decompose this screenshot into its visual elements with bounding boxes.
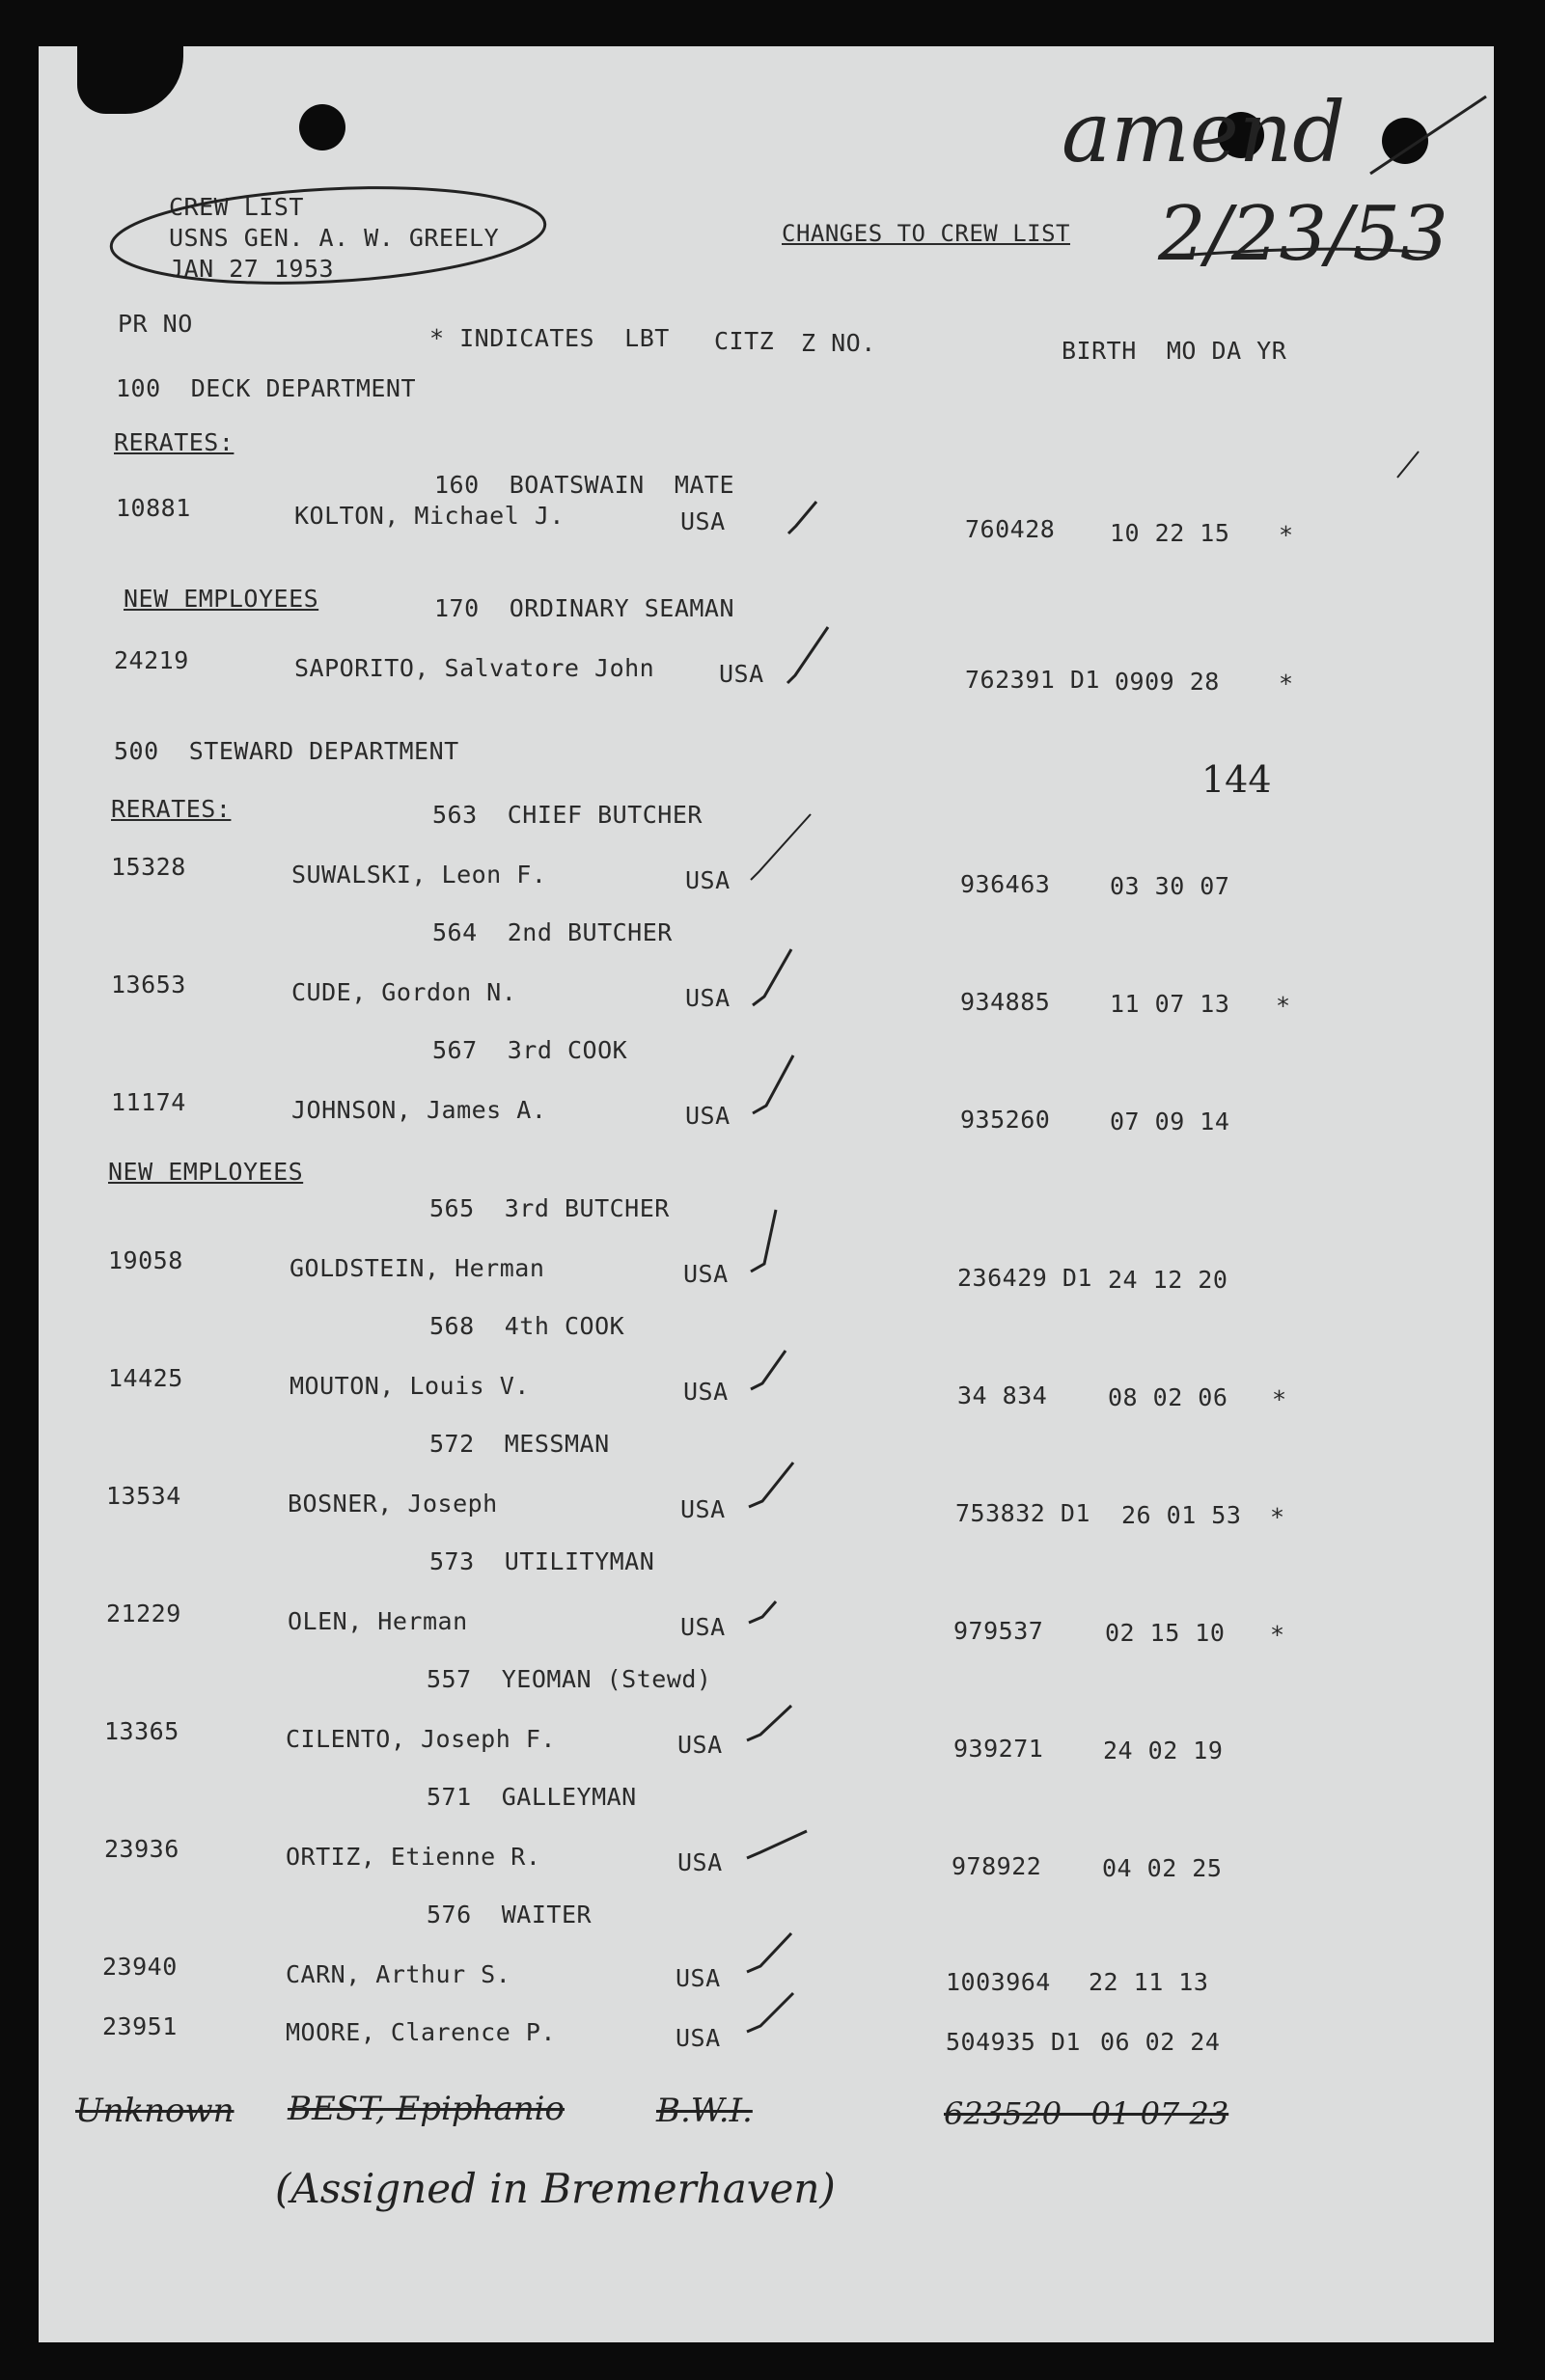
section-new-employees: NEW EMPLOYEES	[124, 585, 319, 613]
birth-date: 24 12 20	[1108, 1266, 1228, 1294]
citizenship: USA	[685, 984, 731, 1012]
z-number: 236429 D1	[957, 1264, 1092, 1292]
header-z-no: Z NO.	[801, 329, 876, 357]
pr-number: 23940	[102, 1953, 178, 1981]
birth-date: 08 02 06	[1108, 1383, 1228, 1411]
check-mark	[747, 1933, 791, 1972]
section-deck-department: 100 DECK DEPARTMENT	[116, 374, 417, 402]
birth-date: 02 15 10	[1105, 1619, 1226, 1647]
position-label: 572 MESSMAN	[429, 1430, 610, 1458]
citizenship: USA	[676, 1964, 721, 1992]
citizenship: USA	[677, 1848, 723, 1876]
margin-tick	[1397, 451, 1419, 478]
lbt-indicator: *	[1270, 1621, 1285, 1649]
position-label: 170 ORDINARY SEAMAN	[434, 594, 735, 622]
crew-list-line-1: CREW LIST	[169, 193, 304, 221]
z-number: 753832 D1	[955, 1499, 1090, 1527]
pr-number: 14425	[108, 1364, 183, 1392]
pr-number: 11174	[111, 1088, 186, 1116]
pr-number: 19058	[108, 1246, 183, 1274]
handwritten-note: (Assigned in Bremerhaven)	[275, 2165, 836, 2212]
crew-name: BOSNER, Joseph	[288, 1490, 498, 1518]
z-number: 34 834	[957, 1381, 1048, 1409]
handwritten-amend: amend	[1062, 85, 1346, 181]
check-mark	[753, 1055, 793, 1113]
crossed-out-z-number: 623520 01 07 23	[944, 2095, 1229, 2132]
crew-name: SUWALSKI, Leon F.	[291, 861, 547, 889]
birth-date: 24 02 19	[1103, 1737, 1224, 1764]
citizenship: USA	[685, 1102, 731, 1130]
section-rerates: RERATES:	[114, 428, 235, 456]
position-label: 565 3rd BUTCHER	[429, 1194, 670, 1222]
pr-number: 13534	[106, 1482, 181, 1510]
crew-list-line-3: JAN 27 1953	[169, 255, 335, 283]
citizenship: USA	[719, 660, 764, 688]
crew-name: CILENTO, Joseph F.	[286, 1725, 556, 1753]
position-label: 160 BOATSWAIN MATE	[434, 471, 735, 499]
pr-number: 23951	[102, 2012, 178, 2040]
position-label: 564 2nd BUTCHER	[432, 918, 673, 946]
z-number: 936463	[960, 870, 1051, 898]
crew-name: KOLTON, Michael J.	[294, 502, 565, 530]
lbt-indicator: *	[1279, 521, 1294, 549]
lbt-indicator: *	[1272, 1385, 1287, 1413]
citizenship: USA	[683, 1378, 729, 1406]
citizenship: USA	[680, 1613, 726, 1641]
birth-date: 10 22 15	[1110, 519, 1230, 547]
check-mark	[747, 1993, 793, 2032]
crew-name: MOORE, Clarence P.	[286, 2018, 556, 2046]
z-number: 935260	[960, 1106, 1051, 1134]
crossed-out-citz: B.W.I.	[656, 2092, 753, 2130]
pr-number: 13653	[111, 971, 186, 999]
check-mark	[753, 949, 791, 1005]
header-citz: CITZ	[714, 327, 775, 355]
check-mark	[749, 1463, 793, 1507]
header-indicates: * INDICATES LBT	[429, 324, 670, 352]
z-number: 939271	[953, 1735, 1044, 1763]
header-birth: BIRTH MO DA YR	[1062, 337, 1287, 365]
crossed-out-unknown: Unknown	[75, 2092, 235, 2130]
crew-name: MOUTON, Louis V.	[290, 1372, 530, 1400]
pr-number: 15328	[111, 853, 186, 881]
crew-list-oval	[109, 178, 547, 292]
pr-number: 24219	[114, 646, 189, 674]
birth-date: 11 07 13	[1110, 990, 1230, 1018]
birth-date: 06 02 24	[1100, 2028, 1221, 2056]
top-right-tick	[1370, 96, 1486, 174]
position-label: 563 CHIEF BUTCHER	[432, 801, 703, 829]
check-mark	[751, 1351, 786, 1389]
section-new-employees: NEW EMPLOYEES	[108, 1158, 304, 1186]
z-number: 1003964	[946, 1968, 1051, 1996]
crew-name: CUDE, Gordon N.	[291, 978, 517, 1006]
pen-marks	[39, 46, 1494, 2342]
citizenship: USA	[677, 1731, 723, 1759]
pr-number: 10881	[116, 494, 191, 522]
citizenship: USA	[685, 866, 731, 894]
check-mark	[747, 1706, 791, 1740]
check-mark	[751, 1210, 776, 1272]
crew-name: CARN, Arthur S.	[286, 1960, 511, 1988]
crossed-out-name: BEST, Epiphanio	[288, 2090, 566, 2128]
birth-date: 22 11 13	[1089, 1968, 1209, 1996]
position-label: 576 WAITER	[427, 1901, 593, 1929]
section-rerates: RERATES:	[111, 795, 232, 823]
section-steward-department: 500 STEWARD DEPARTMENT	[114, 737, 459, 765]
handwritten-page-number: 144	[1201, 758, 1272, 801]
citizenship: USA	[676, 2024, 721, 2052]
z-number: 760428	[965, 515, 1056, 543]
lbt-indicator: *	[1270, 1503, 1285, 1531]
birth-date: 0909 28	[1115, 668, 1220, 696]
citizenship: USA	[680, 507, 726, 535]
position-label: 573 UTILITYMAN	[429, 1547, 655, 1575]
check-mark	[788, 502, 816, 533]
pr-number: 23936	[104, 1835, 179, 1863]
z-number: 504935 D1	[946, 2028, 1081, 2056]
birth-date: 04 02 25	[1102, 1854, 1223, 1882]
date-underline	[1163, 249, 1433, 257]
crew-name: GOLDSTEIN, Herman	[290, 1254, 545, 1282]
citizenship: USA	[680, 1495, 726, 1523]
pr-number: 21229	[106, 1600, 181, 1628]
crew-name: OLEN, Herman	[288, 1607, 468, 1635]
handwritten-date: 2/23/53	[1158, 191, 1448, 278]
check-mark	[751, 814, 811, 880]
crew-name: JOHNSON, James A.	[291, 1096, 547, 1124]
document-title: CHANGES TO CREW LIST	[782, 220, 1070, 247]
check-mark	[747, 1831, 807, 1858]
check-mark	[749, 1601, 776, 1623]
birth-date: 26 01 53	[1121, 1501, 1242, 1529]
birth-date: 03 30 07	[1110, 872, 1230, 900]
crew-name: ORTIZ, Etienne R.	[286, 1843, 541, 1871]
lbt-indicator: *	[1279, 670, 1294, 698]
position-label: 557 YEOMAN (Stewd)	[427, 1665, 712, 1693]
position-label: 567 3rd COOK	[432, 1036, 628, 1064]
crew-list-line-2: USNS GEN. A. W. GREELY	[169, 224, 500, 252]
citizenship: USA	[683, 1260, 729, 1288]
z-number: 979537	[953, 1617, 1044, 1645]
birth-date: 07 09 14	[1110, 1108, 1230, 1135]
lbt-indicator: *	[1276, 992, 1291, 1020]
document-page	[39, 46, 1494, 2342]
crew-name: SAPORITO, Salvatore John	[294, 654, 655, 682]
position-label: 568 4th COOK	[429, 1312, 625, 1340]
check-mark	[787, 627, 828, 683]
pr-number: 13365	[104, 1717, 179, 1745]
z-number: 762391 D1	[965, 666, 1100, 694]
z-number: 934885	[960, 988, 1051, 1016]
position-label: 571 GALLEYMAN	[427, 1783, 637, 1811]
header-pr-no: PR NO	[118, 310, 193, 338]
z-number: 978922	[952, 1852, 1042, 1880]
